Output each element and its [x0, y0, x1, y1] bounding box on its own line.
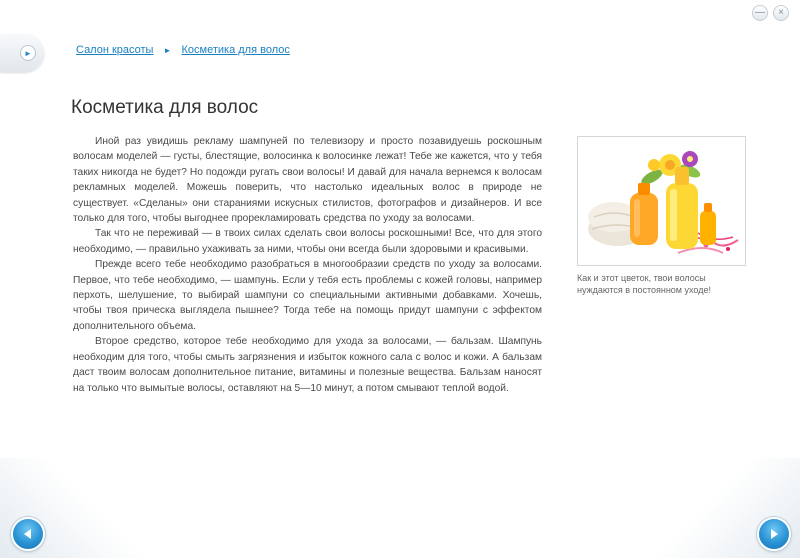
close-button[interactable] [773, 5, 789, 21]
article-paragraph: Второе средство, которое тебе необходимо для ухода за волосами, — бальзам. Шампунь необходим для того, чтобы смыть загрязнения и избыток кожного сала с волос и кожи. А бальзам даст твоим волосам дополнительное питание, витамины и полезные вещества. Бальзам наносят на только что вымытые волосы, оставляют на 5—10 минут, а потом смывают теплой водой. [73, 336, 542, 394]
play-icon: ► [20, 45, 36, 61]
article-paragraph: Прежде всего тебе необходимо разобраться в многообразии средств по уходу за волосами. Первое, что тебе необходимо, — шампунь. Если у тебя есть проблемы с кожей головы, например перхоть, шелушение, то выбирай шампуни со специальными активными добавками. Хочешь, чтобы твоя прическа выглядела пышнее? Тогда тебе на помощь придут шампуни с эффектом дополнительного объема. [73, 259, 542, 332]
article-paragraph: Иной раз увидишь рекламу шампуней по телевизору и просто позавидуешь роскошным волосам моделей — густы, блестящие, волосинка к волосинке лежат! Тебе же кажется, что у тебя таких никогда не будет? Но подожди ругать свои волосы! И давай для начала вернемся к волосам рекламных моделей. Можешь поверить, что настолько идеальных волос в природе не существует. «Сделаны» они стараниями искусных стилистов, фотографов и дизайнеров. И все только для того, чтобы выгоднее прорекламировать средства по уходу за волосами. [73, 136, 542, 225]
breadcrumb [76, 44, 290, 56]
arrow-right-icon [767, 527, 781, 541]
minimize-icon: — [755, 7, 765, 18]
breadcrumb-link-salon[interactable]: Салон красоты [76, 44, 154, 56]
breadcrumb-link-hair-cosmetics[interactable]: Косметика для волос [181, 44, 290, 56]
previous-page-button[interactable] [11, 517, 45, 551]
side-menu-tab[interactable] [0, 34, 44, 72]
breadcrumb-separator-icon: ► [163, 46, 172, 55]
article-body [73, 134, 542, 396]
minimize-button[interactable] [752, 5, 768, 21]
page-title: Косметика для волос [71, 97, 259, 118]
photo-caption: Как и этот цветок, твои волосы нуждаются в постоянном уходе! [577, 273, 711, 295]
cosmetics-illustration [578, 137, 745, 265]
next-page-button[interactable] [757, 517, 791, 551]
close-icon: × [778, 7, 784, 18]
arrow-left-icon [21, 527, 35, 541]
product-photo [577, 136, 746, 266]
article-paragraph: Так что не переживай — в твоих силах сделать свои волосы роскошными! Все, что для этого необходимо, — правильно ухаживать за ними, чтобы они всегда были здоровыми и красивыми. [73, 228, 542, 255]
